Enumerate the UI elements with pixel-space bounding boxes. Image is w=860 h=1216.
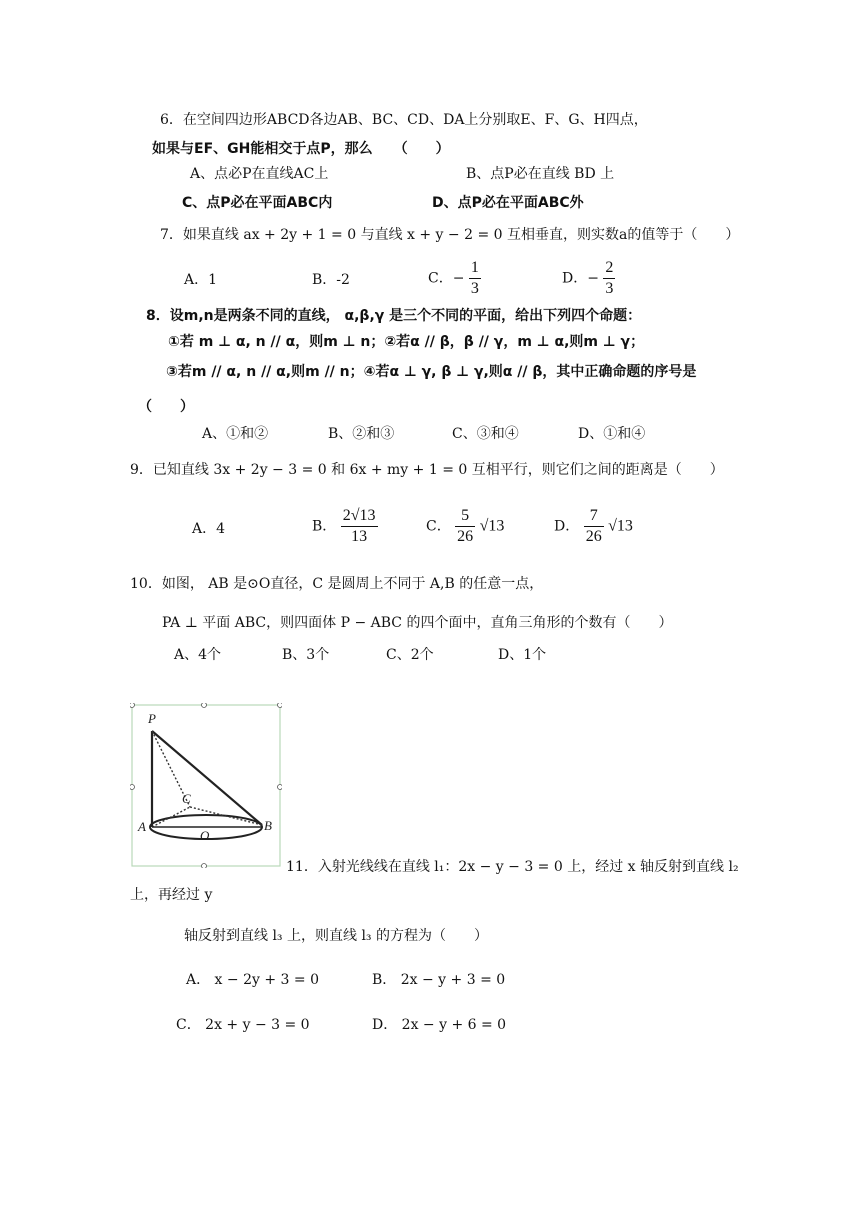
q8-option-d: D、①和④ — [578, 426, 646, 442]
frame-handle — [130, 703, 135, 708]
q9-option-b — [312, 506, 378, 547]
q9-option-d-numerator: 7 — [584, 506, 604, 527]
frame-handle — [202, 864, 207, 869]
q6-option-b: B、点P必在直线 BD 上 — [466, 166, 615, 182]
q7-option-c-numerator: 1 — [469, 258, 481, 279]
q9-option-d-root: √13 — [608, 517, 633, 535]
q9-option-c — [426, 506, 504, 547]
q11-option-a: A． x − 2y + 3 = 0 — [186, 972, 319, 988]
q7-option-c-prefix: C．− — [428, 270, 465, 287]
q6-option-a: A、点必P在直线AC上 — [190, 166, 329, 182]
q8-option-c: C、③和④ — [452, 426, 519, 442]
q9-option-d-fraction — [584, 506, 604, 547]
q9-stem: 9．已知直线 3x + 2y − 3 = 0 和 6x + my + 1 = 0 互相平行，则它们之间的距离是（ ） — [130, 462, 724, 478]
q7-option-b: B．-2 — [312, 272, 350, 288]
q7-option-c — [428, 258, 481, 299]
q8-propositions-3-4: ③若m // α, n // α,则m // n；④若α ⊥ γ, β ⊥ γ,则α // β，其中正确命题的序号是 — [166, 364, 697, 380]
q7-option-a: A．1 — [184, 272, 218, 288]
frame-handle — [278, 785, 283, 790]
q10-option-b: B、3个 — [282, 647, 330, 663]
q9-option-b-prefix: B． — [312, 518, 337, 535]
q7-option-d-denominator: 3 — [605, 280, 614, 297]
q10-figure — [130, 703, 282, 868]
q7-option-c-denominator: 3 — [470, 280, 479, 297]
q7-option-d-fraction — [603, 258, 615, 299]
q9-option-d-denominator: 26 — [585, 528, 602, 545]
q9-option-b-numerator: 2√13 — [341, 506, 378, 527]
q8-answer-paren: （ ） — [138, 399, 194, 415]
q7-stem: 7．如果直线 ax + 2y + 1 = 0 与直线 x + y − 2 = 0 互相垂直，则实数a的值等于（ ） — [160, 227, 740, 243]
q9-option-d — [554, 506, 633, 547]
q9-option-c-root: √13 — [479, 517, 505, 535]
q6-stem-line1: 6．在空间四边形ABCD各边AB、BC、CD、DA上分别取E、F、G、H四点， — [160, 112, 648, 128]
q7-option-d-prefix: D．− — [562, 270, 599, 287]
q9-option-b-fraction — [341, 506, 378, 547]
q11-stem-line3: 轴反射到直线 l₃ 上，则直线 l₃ 的方程为（ ） — [184, 928, 488, 944]
frame-handle — [202, 703, 207, 708]
label-a: A — [138, 819, 146, 834]
label-p: P — [148, 711, 156, 726]
q7-option-d-numerator: 2 — [603, 258, 615, 279]
q6-option-c: C、点P必在平面ABC内 — [182, 195, 333, 211]
q9-option-c-numerator: 5 — [455, 506, 475, 527]
segment-ac — [152, 807, 190, 827]
q7-option-c-fraction — [469, 258, 481, 299]
q10-figure-svg — [130, 703, 282, 868]
q6-stem-line2: 如果与EF、GH能相交于点P，那么 （ ） — [152, 141, 450, 157]
q10-option-d: D、1个 — [498, 647, 547, 663]
q7-option-d — [562, 258, 615, 299]
q11-option-c: C． 2x + y − 3 = 0 — [176, 1017, 310, 1033]
q9-option-c-prefix: C． — [426, 518, 451, 535]
q8-option-b: B、②和③ — [328, 426, 395, 442]
q6-option-d: D、点P必在平面ABC外 — [432, 195, 584, 211]
q8-propositions-1-2: ①若 m ⊥ α, n // α，则m ⊥ n；②若α // β，β // γ，m ⊥ α,则m ⊥ γ； — [168, 334, 645, 350]
q10-stem-line1: 10．如图， AB 是⊙O直径，C 是圆周上不同于 A,B 的任意一点， — [130, 576, 544, 592]
q11-stem-line1: 11．入射光线线在直线 l₁：2x − y − 3 = 0 上，经过 x 轴反射到直线 l₂ — [286, 859, 739, 875]
q9-option-d-prefix: D． — [554, 518, 580, 535]
q9-option-a: A．4 — [192, 521, 226, 537]
q11-option-b: B． 2x − y + 3 = 0 — [372, 972, 506, 988]
q10-stem-line2: PA ⊥ 平面 ABC，则四面体 P − ABC 的四个面中，直角三角形的个数有（ ） — [162, 615, 673, 631]
q8-stem: 8．设m,n是两条不同的直线， α,β,γ 是三个不同的平面，给出下列四个命题： — [146, 308, 642, 324]
q8-option-a: A、①和② — [202, 426, 269, 442]
label-b: B — [264, 818, 272, 833]
frame-handle — [278, 703, 283, 708]
q9-option-c-fraction — [455, 506, 475, 547]
q11-stem-line2: 上，再经过 y — [130, 887, 213, 903]
q9-option-c-denominator: 26 — [457, 528, 474, 545]
q10-option-a: A、4个 — [174, 647, 222, 663]
q10-option-c: C、2个 — [386, 647, 434, 663]
q11-option-d: D． 2x − y + 6 = 0 — [372, 1017, 507, 1033]
label-o: O — [200, 828, 210, 843]
q9-option-b-denominator: 13 — [351, 528, 368, 545]
label-c: C — [182, 791, 191, 806]
frame-handle — [130, 785, 135, 790]
